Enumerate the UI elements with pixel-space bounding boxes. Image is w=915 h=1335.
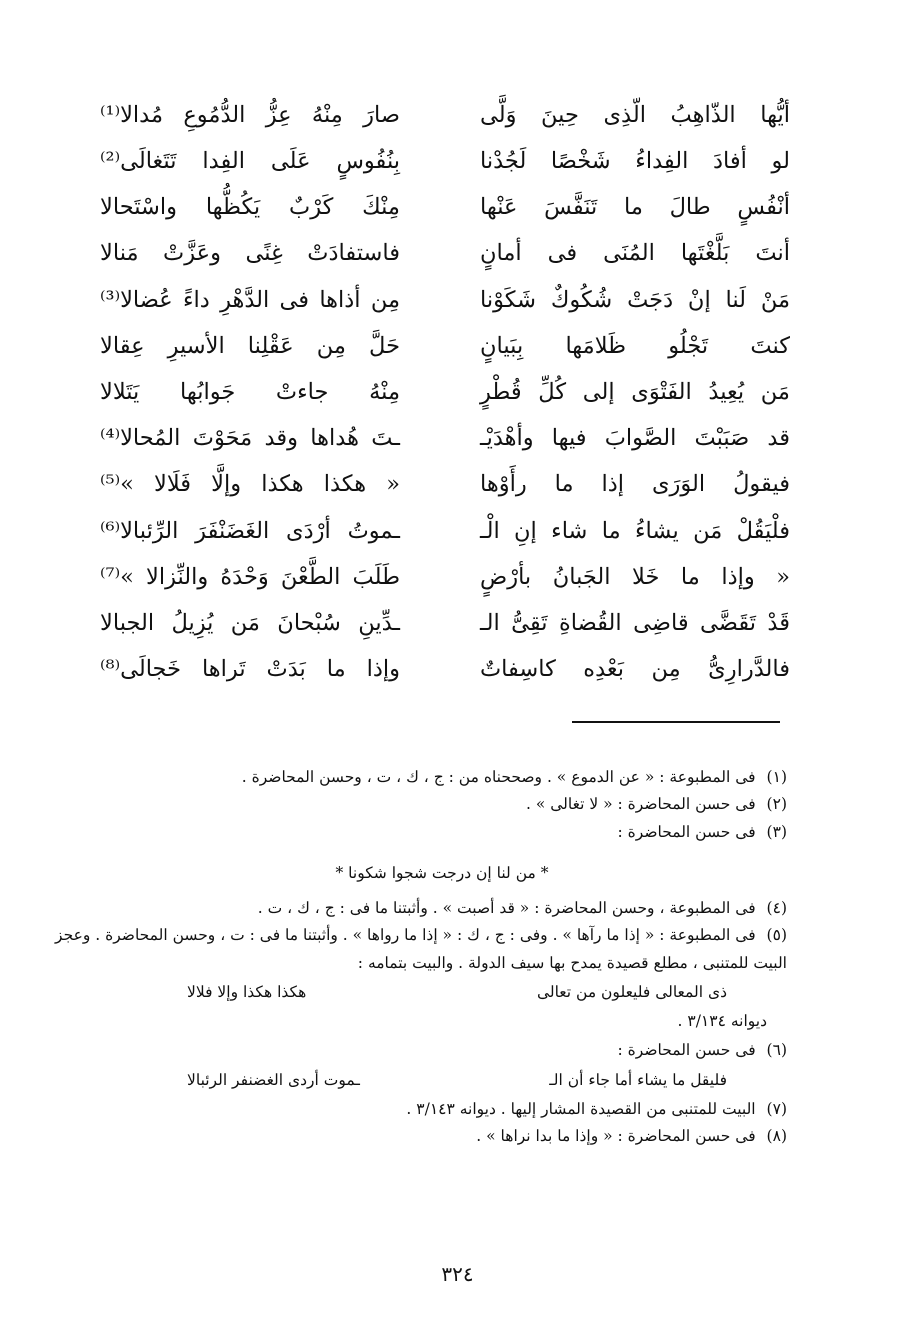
footnote-text: فى حسن المحاضرة : « لا تغالى » . xyxy=(525,795,756,814)
verse-second-hemistich: « هكذا هكذا وإلَّا فَلَالا »⁽⁵⁾ xyxy=(100,471,400,498)
footnote-text: فى حسن المحاضرة : « وإذا ما بدا نراها » . xyxy=(476,1127,756,1145)
verse-second-hemistich: فاستفادَتْ غِنًى وعَزَّتْ مَنالا xyxy=(100,240,400,267)
footnote-number: (٨) xyxy=(766,1127,787,1145)
verse xyxy=(100,415,790,461)
footnote-text: البيت للمتنبى من القصيدة المشار إليها . ديوانه ٣/١٤٣ . xyxy=(406,1099,756,1118)
verse xyxy=(100,508,790,554)
footnote xyxy=(55,924,787,947)
verse-first-hemistich: مَنْ لَنا إنْ دَجَتْ شُكُوكٌ شَكَوْنا xyxy=(480,286,790,313)
verse xyxy=(100,92,790,138)
page-number: ٣٢٤ xyxy=(441,1262,474,1286)
verse-second-hemistich: وإذا ما بَدَتْ تَراها خَجالَى⁽⁸⁾ xyxy=(100,656,400,683)
verse xyxy=(100,138,790,184)
footnote-text: فى حسن المحاضرة : xyxy=(617,1041,756,1060)
footnote-number: (٧) xyxy=(766,1099,787,1118)
verse xyxy=(100,646,790,692)
verse-first-hemistich: أنتَ بَلَّغْتَها المُنَى فى أمانٍ xyxy=(480,240,790,267)
verse xyxy=(100,277,790,323)
footnote-verse-second: هكذا هكذا وإلا فلالا xyxy=(187,982,307,1001)
footnote xyxy=(97,766,787,789)
footnote xyxy=(97,793,787,816)
verse-second-hemistich: مِنْكَ كَرْبٌ يَكُظُّها واسْتَحالا xyxy=(100,194,400,221)
footnote-separator xyxy=(572,721,780,723)
footnote-verse xyxy=(187,981,727,1004)
verse-first-hemistich: أيُّها الذّاهِبُ الّذِى حِينَ وَلَّى xyxy=(480,101,790,128)
verse-first-hemistich: قد صَبَبْتَ الصَّوابَ فيها وأهْدَيْـ xyxy=(480,425,790,452)
footnote-number: (٣) xyxy=(766,822,787,841)
footnote-text: فى المطبوعة ، وحسن المحاضرة : « قد أصبت » . وأثبتنا ما فى : ج ، ك ، ت . xyxy=(257,899,756,917)
footnote-text: فى حسن المحاضرة : xyxy=(617,822,756,841)
verse-second-hemistich: مِن أذاها فى الدَّهْرِ داءً عُضالا⁽³⁾ xyxy=(100,286,400,313)
verse xyxy=(100,184,790,230)
verse-first-hemistich: قَدْ تَقَضَّى قاضِى القُضاةِ تَقِىُّ الـ xyxy=(480,609,790,636)
footnote-verse xyxy=(187,1069,727,1092)
poem xyxy=(100,92,790,692)
verse-second-hemistich: طَلَبَ الطَّعْنَ وَحْدَهُ والنِّزالا »⁽⁷⁾ xyxy=(100,563,400,590)
footnote-number: (٦) xyxy=(766,1041,787,1060)
verse xyxy=(100,600,790,646)
footnote xyxy=(97,1098,787,1121)
footnote-verse-second: ـموت أردى الغضنفر الرئبالا xyxy=(187,1070,360,1089)
footnote-text: فى المطبوعة : « إذا ما رآها » . وفى : ج ، ك : « إذا ما رواها » . وأثبتنا ما فى : ت ، وحسن المحاضرة . وعجز xyxy=(55,926,756,945)
verse xyxy=(100,554,790,600)
verse xyxy=(100,369,790,415)
verse-second-hemistich: ـموتُ أرْدَى الغَضَنْفَرَ الرِّئبالا⁽⁶⁾ xyxy=(100,517,400,544)
footnote-number: (٥) xyxy=(766,926,787,945)
footnote-number: (٢) xyxy=(766,795,787,814)
verse-second-hemistich: ـتَ هُداها وقد مَحَوْتَ المُحالا⁽⁴⁾ xyxy=(100,425,400,452)
verse-first-hemistich: مَن يُعِيدُ الفَتْوَى إلى كُلِّ قُطْرٍ xyxy=(480,378,790,405)
verse-second-hemistich: حَلَّ مِن عَقْلِنا الأسيرِ عِقالا xyxy=(100,332,400,359)
footnote-verse-first: فليقل ما يشاء أما جاء أن الـ xyxy=(549,1070,727,1089)
verse-first-hemistich: فلْيَقُلْ مَن يشاءُ ما شاء إنِ الْـ xyxy=(480,517,790,544)
verse-first-hemistich: فالدَّرارِىُّ مِن بَعْدِه كاسِفاتٌ xyxy=(480,656,790,683)
verse-second-hemistich: بِنُفُوسٍ عَلَى الفِدا تَتَغالَى⁽²⁾ xyxy=(100,148,400,175)
footnote xyxy=(97,821,787,844)
verse-second-hemistich: صارَ مِنْهُ عِزُّ الدُّمُوعِ مُدالا⁽¹⁾ xyxy=(100,101,400,128)
footnote-verse-first: ذى المعالى فليعلون من تعالى xyxy=(536,982,727,1001)
footnote-number: (٤) xyxy=(766,899,787,917)
verse-first-hemistich: لو أفادَ الفِداءُ شَخْصًا لَجُدْنا xyxy=(480,148,790,175)
footnote-quoted-hemistich: * من لنا إن درجت شجوا شكونا * xyxy=(335,863,549,882)
footnote-text: فى المطبوعة : « عن الدموع » . وصححناه من : ج ، ك ، ت ، وحسن المحاضرة . xyxy=(241,768,756,786)
verse xyxy=(100,231,790,277)
verse-first-hemistich: أنْفُسٍ طالَ ما تَنَفَّسَ عَنْها xyxy=(480,194,790,221)
footnote-number: (١) xyxy=(766,768,787,786)
verse xyxy=(100,323,790,369)
verse xyxy=(100,462,790,508)
footnote xyxy=(97,1039,787,1062)
footnote-diwan-reference: ديوانه ٣/١٣٤ . xyxy=(677,1012,767,1030)
footnote-continuation: البيت للمتنبى ، مطلع قصيدة يمدح بها سيف الدولة . والبيت بتمامه : xyxy=(357,953,787,972)
verse-second-hemistich: ـدِّينِ سُبْحانَ مَن يُزِيلُ الجبالا xyxy=(100,609,400,636)
footnotes xyxy=(55,766,787,1152)
verse-second-hemistich: مِنْهُ جاءتْ جَوابُها يَتَلالا xyxy=(100,378,400,405)
verse-first-hemistich: « وإذا ما خَلا الجَبانُ بأرْضٍ xyxy=(480,563,790,590)
footnote xyxy=(97,1125,787,1148)
verse-first-hemistich: فيقولُ الوَرَى إذا ما رأَوْها xyxy=(480,471,790,498)
footnote xyxy=(97,897,787,920)
verse-first-hemistich: كنتَ تَجْلُو ظَلامَها بِبَيانٍ xyxy=(480,332,790,359)
